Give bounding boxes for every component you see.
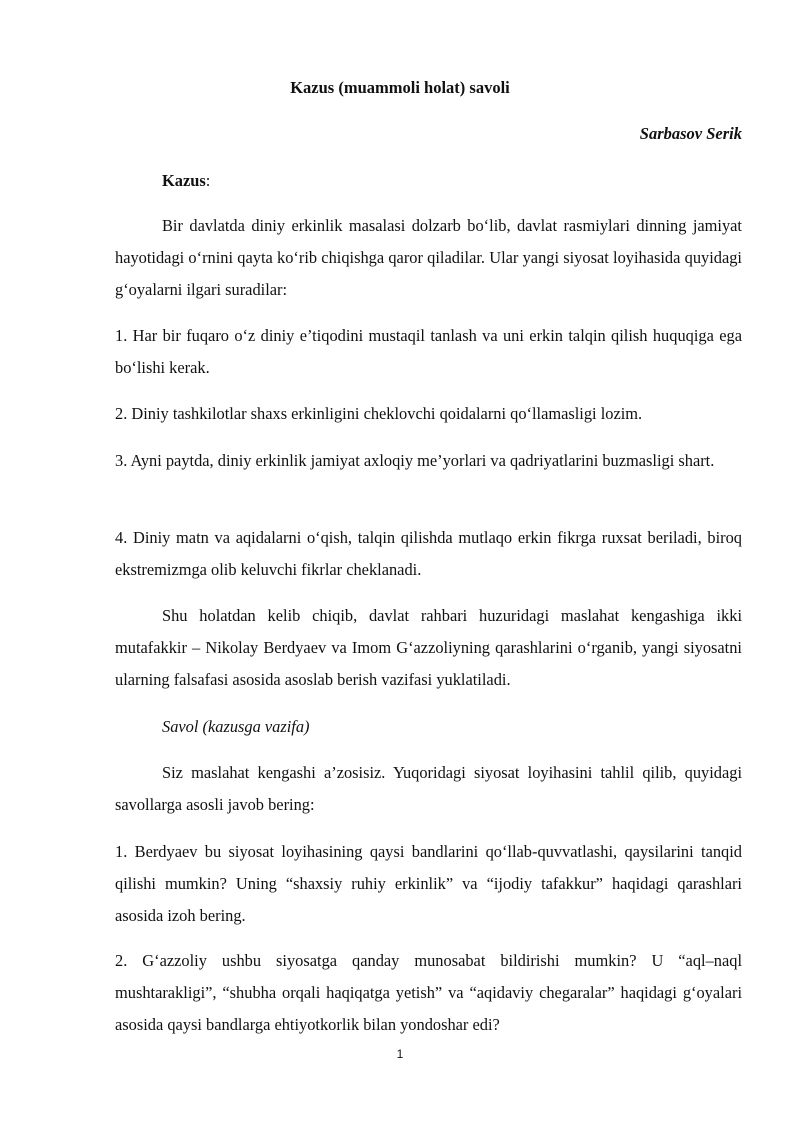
- page-number: 1: [396, 1047, 404, 1061]
- task-heading: Savol (kazusga vazifa): [162, 717, 310, 736]
- policy-point-1: 1. Har bir fuqaro o‘z diniy e’tiqodini mustaqil tanlash va uni erkin talqin qilish huquqiga ega bo‘lishi kerak.: [115, 326, 742, 377]
- policy-point-2: 2. Diniy tashkilotlar shaxs erkinligini cheklovchi qoidalarni qo‘llamasligi lozim.: [115, 404, 643, 423]
- kazus-heading: [162, 170, 210, 192]
- kazus-label: Kazus: [162, 171, 206, 190]
- conclusion-paragraph: Shu holatdan kelib chiqib, davlat rahbari huzuridagi maslahat kengashiga ikki mutafakkir – Nikolay Berdyaev va Imom G‘azzoliyning qarashlarini o‘rganib, yangi siyosatni ularning falsafasi asosida asoslab berish vazifasi yuklatiladi.: [115, 606, 742, 689]
- intro-paragraph: Bir davlatda diniy erkinlik masalasi dolzarb bo‘lib, davlat rasmiylari dinning jamiyat hayotidagi o‘rnini qayta ko‘rib chiqishga qaror qiladilar. Ular yangi siyosat loyihasida quyidagi g‘oyalarni ilgari suradilar:: [115, 216, 742, 299]
- author-name: Sarbasov Serik: [639, 124, 742, 143]
- document-title: Kazus (muammoli holat) savoli: [290, 78, 510, 97]
- policy-point-4: 4. Diniy matn va aqidalarni o‘qish, talqin qilishda mutlaqo erkin fikrga ruxsat beriladi, biroq ekstremizmga olib keluvchi fikrlar cheklanadi.: [115, 528, 742, 579]
- policy-point-3: 3. Ayni paytda, diniy erkinlik jamiyat axloqiy me’yorlari va qadriyatlarini buzmasligi shart.: [115, 451, 715, 470]
- question-1: 1. Berdyaev bu siyosat loyihasining qaysi bandlarini qo‘llab-quvvatlashi, qaysilarini tanqid qilishi mumkin? Uning “shaxsiy ruhiy erkinlik” va “ijodiy tafakkur” haqidagi qarashlari asosida izoh bering.: [115, 842, 742, 925]
- task-intro-paragraph: Siz maslahat kengashi a’zosisiz. Yuqoridagi siyosat loyihasini tahlil qilib, quyidagi savollarga asosli javob bering:: [115, 763, 742, 814]
- kazus-colon: :: [205, 171, 211, 190]
- question-2: 2. G‘azzoliy ushbu siyosatga qanday munosabat bildirishi mumkin? U “aql–naql mushtarakligi”, “shubha orqali haqiqatga yetish” va “aqidaviy chegaralar” haqidagi g‘oyalari asosida qaysi bandlarga ehtiyotkorlik bilan yondoshar edi?: [115, 951, 742, 1034]
